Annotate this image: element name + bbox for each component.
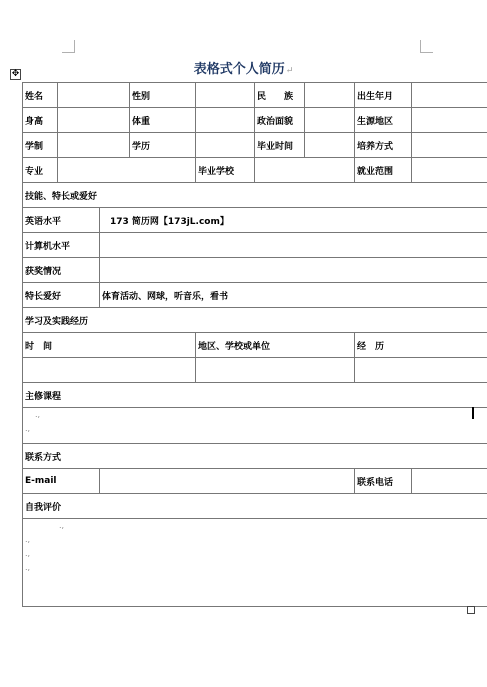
input-study-experience[interactable] [355, 358, 487, 383]
input-self-eval[interactable] [23, 519, 487, 607]
label-weight: 体重 [130, 108, 196, 133]
paragraph-mark-icon: ., [25, 563, 31, 572]
label-hobbies: 特长爱好 [23, 283, 100, 308]
row-self-eval-body [23, 519, 487, 607]
label-email: E-mail [23, 469, 100, 494]
paragraph-mark-icon: ., [25, 549, 31, 558]
row-basic-2 [23, 108, 487, 133]
section-courses: 主修课程 [23, 383, 487, 408]
label-grad-time: 毕业时间 [255, 133, 305, 158]
input-origin[interactable] [412, 108, 487, 133]
row-courses-header [23, 383, 487, 408]
section-study: 学习及实践经历 [23, 308, 487, 333]
row-self-eval-header [23, 494, 487, 519]
input-study-place[interactable] [196, 358, 355, 383]
row-basic-4 [23, 158, 487, 183]
input-study-time[interactable] [23, 358, 196, 383]
input-birth[interactable] [412, 83, 487, 108]
row-english [23, 208, 487, 233]
section-contact: 联系方式 [23, 444, 487, 469]
input-gender[interactable] [196, 83, 255, 108]
paragraph-mark-icon: ., [25, 535, 31, 544]
row-skills-header [23, 183, 487, 208]
label-height: 身高 [23, 108, 58, 133]
paragraph-mark-icon: ↵ [285, 66, 294, 76]
label-gender: 性别 [130, 83, 196, 108]
resume-table [22, 82, 487, 607]
header-experience: 经 历 [355, 333, 487, 358]
value-hobbies[interactable]: 体育活动、网球，听音乐，看书 [100, 283, 487, 308]
value-english[interactable] [100, 208, 487, 233]
label-english: 英语水平 [23, 208, 100, 233]
input-politics[interactable] [305, 108, 355, 133]
row-contact [23, 469, 487, 494]
input-grad-time[interactable] [305, 133, 355, 158]
table-resize-handle-icon[interactable] [467, 606, 475, 614]
label-school: 毕业学校 [196, 158, 255, 183]
label-politics: 政治面貌 [255, 108, 305, 133]
crop-mark-top-left [62, 40, 75, 53]
label-employment: 就业范围 [355, 158, 412, 183]
row-study-entry [23, 358, 487, 383]
row-contact-header [23, 444, 487, 469]
label-birth: 出生年月 [355, 83, 412, 108]
input-school[interactable] [255, 158, 355, 183]
input-courses[interactable] [23, 408, 487, 444]
header-place: 地区、学校或单位 [196, 333, 355, 358]
row-basic-1 [23, 83, 487, 108]
label-ethnicity: 民 族 [255, 83, 305, 108]
input-email[interactable] [100, 469, 355, 494]
row-study-header [23, 308, 487, 333]
label-system: 学制 [23, 133, 58, 158]
input-system[interactable] [58, 133, 130, 158]
input-weight[interactable] [196, 108, 255, 133]
label-degree: 学历 [130, 133, 196, 158]
input-ethnicity[interactable] [305, 83, 355, 108]
page-title [0, 58, 487, 77]
input-degree[interactable] [196, 133, 255, 158]
value-computer[interactable] [100, 233, 487, 258]
label-training: 培养方式 [355, 133, 412, 158]
label-awards: 获奖情况 [23, 258, 100, 283]
paragraph-mark-icon: ., [25, 424, 31, 433]
row-basic-3 [23, 133, 487, 158]
paragraph-mark-icon: ., [35, 410, 41, 419]
input-name[interactable] [58, 83, 130, 108]
label-major: 专业 [23, 158, 58, 183]
label-phone: 联系电话 [355, 469, 412, 494]
row-courses-body [23, 408, 487, 444]
row-awards [23, 258, 487, 283]
title-text: 表格式个人简历 [193, 62, 285, 77]
paragraph-mark-icon: ., [59, 521, 65, 530]
value-awards[interactable] [100, 258, 487, 283]
section-self-eval: 自我评价 [23, 494, 487, 519]
row-computer [23, 233, 487, 258]
input-employment[interactable] [412, 158, 487, 183]
input-height[interactable] [58, 108, 130, 133]
row-hobbies [23, 283, 487, 308]
crop-mark-top-right [420, 40, 433, 53]
input-major[interactable] [58, 158, 196, 183]
input-phone[interactable] [412, 469, 487, 494]
table-move-handle-icon[interactable]: ✥ [11, 69, 20, 79]
label-computer: 计算机水平 [23, 233, 100, 258]
label-name: 姓名 [23, 83, 58, 108]
input-training[interactable] [412, 133, 487, 158]
english-value-text: 173 简历网【173jL.com】 [110, 216, 229, 227]
text-cursor [472, 407, 474, 419]
row-study-columns [23, 333, 487, 358]
header-time: 时 间 [23, 333, 196, 358]
label-origin: 生源地区 [355, 108, 412, 133]
section-skills: 技能、特长或爱好 [23, 183, 487, 208]
